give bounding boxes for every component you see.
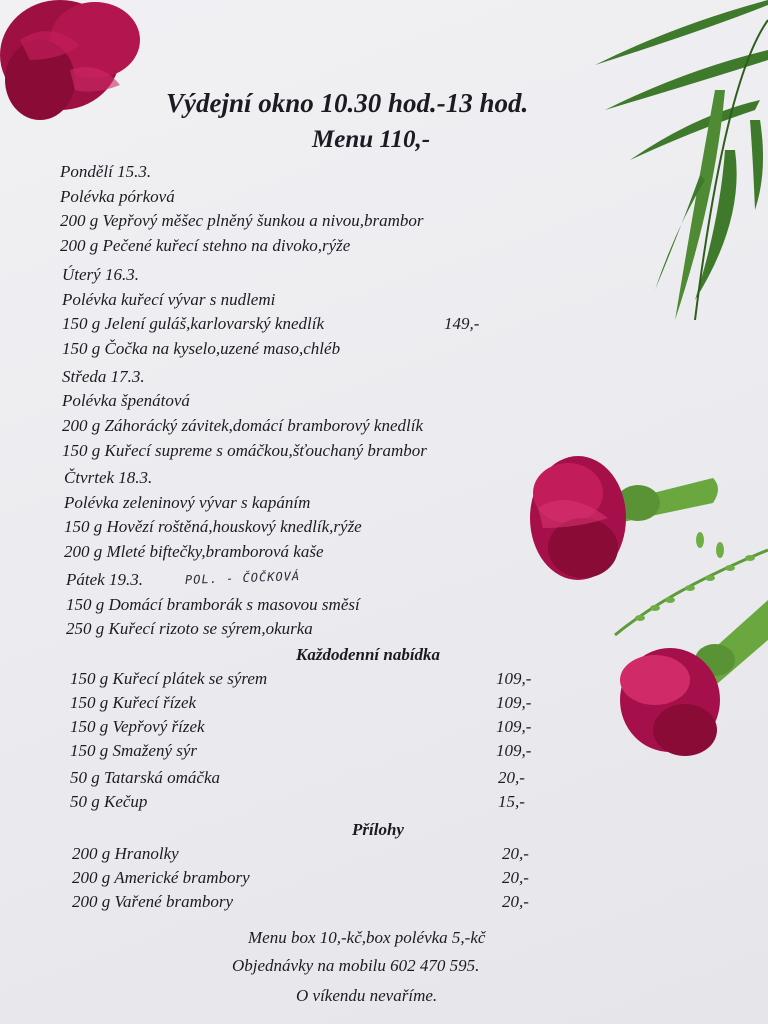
daily-offer-item: 150 g Kuřecí plátek se sýrem [70, 669, 268, 688]
soup-line: Polévka kuřecí vývar s nudlemi [62, 290, 276, 309]
dish-line: 200 g Vepřový měšec plněný šunkou a nivou,brambor [60, 211, 424, 230]
side-item: 200 g Americké brambory [72, 868, 250, 887]
soup-line: Polévka pórková [60, 187, 175, 206]
handwritten-soup-note: POL. - ČOČKOVÁ [184, 568, 301, 588]
dish-line: 150 g Kuřecí supreme s omáčkou,šťouchaný brambor [62, 441, 427, 460]
side-item: 200 g Vařené brambory [72, 892, 234, 911]
daily-offer-price: 20,- [498, 768, 525, 787]
dish-line: 150 g Čočka na kyselo,uzené maso,chléb [62, 339, 341, 358]
soup-line: Polévka špenátová [62, 391, 190, 410]
box-fee-note: Menu box 10,-kč,box polévka 5,-kč [248, 928, 486, 947]
daily-offer-item: 150 g Vepřový řízek [70, 717, 205, 736]
dish-line: 150 g Domácí bramborák s masovou směsí [66, 595, 360, 614]
dish-line: 200 g Záhorácký závitek,domácí bramborový knedlík [62, 416, 424, 435]
sides-title: Přílohy [352, 820, 404, 839]
dish-line: 150 g Jelení guláš,karlovarský knedlík [62, 314, 325, 333]
day-label: Úterý 16.3. [62, 265, 139, 284]
daily-offer-price: 109,- [496, 741, 532, 760]
soup-line: Polévka zeleninový vývar s kapáním [64, 493, 311, 512]
carnation-bottom-right-icon [615, 590, 768, 765]
side-price: 20,- [502, 844, 529, 863]
carnation-top-left-icon [0, 0, 150, 145]
daily-offer-price: 109,- [496, 717, 532, 736]
daily-offer-price: 109,- [496, 669, 532, 688]
daily-offer-title: Každodenní nabídka [296, 645, 441, 664]
daily-offer-price: 109,- [496, 693, 532, 712]
orders-phone-note: Objednávky na mobilu 602 470 595. [232, 956, 480, 975]
dish-line: 200 g Mleté biftečky,bramborová kaše [64, 542, 324, 561]
day-label: Čtvrtek 18.3. [64, 468, 153, 487]
daily-offer-item: 150 g Smažený sýr [70, 741, 198, 760]
side-price: 20,- [502, 868, 529, 887]
daily-offer-item: 50 g Tatarská omáčka [70, 768, 221, 787]
dish-line: 150 g Hovězí roštěná,houskový knedlík,rýže [64, 517, 362, 536]
dish-line: 200 g Pečené kuřecí stehno na divoko,rýže [60, 236, 351, 255]
fern-leaf-icon [585, 0, 768, 330]
side-item: 200 g Hranolky [72, 844, 179, 863]
weekend-closed-note: O víkendu nevaříme. [296, 986, 438, 1005]
daily-offer-price: 15,- [498, 792, 525, 811]
menu-price-subtitle: Menu 110,- [312, 126, 431, 153]
day-label: Pátek 19.3. [66, 570, 143, 589]
daily-offer-item: 50 g Kečup [70, 792, 148, 811]
day-label: Středa 17.3. [62, 367, 145, 386]
dish-line: 250 g Kuřecí rizoto se sýrem,okurka [66, 619, 313, 638]
service-window-title: Výdejní okno 10.30 hod.-13 hod. [166, 88, 529, 118]
side-price: 20,- [502, 892, 529, 911]
daily-offer-item: 150 g Kuřecí řízek [70, 693, 197, 712]
special-price: 149,- [444, 314, 480, 333]
day-label: Pondělí 15.3. [60, 162, 152, 181]
